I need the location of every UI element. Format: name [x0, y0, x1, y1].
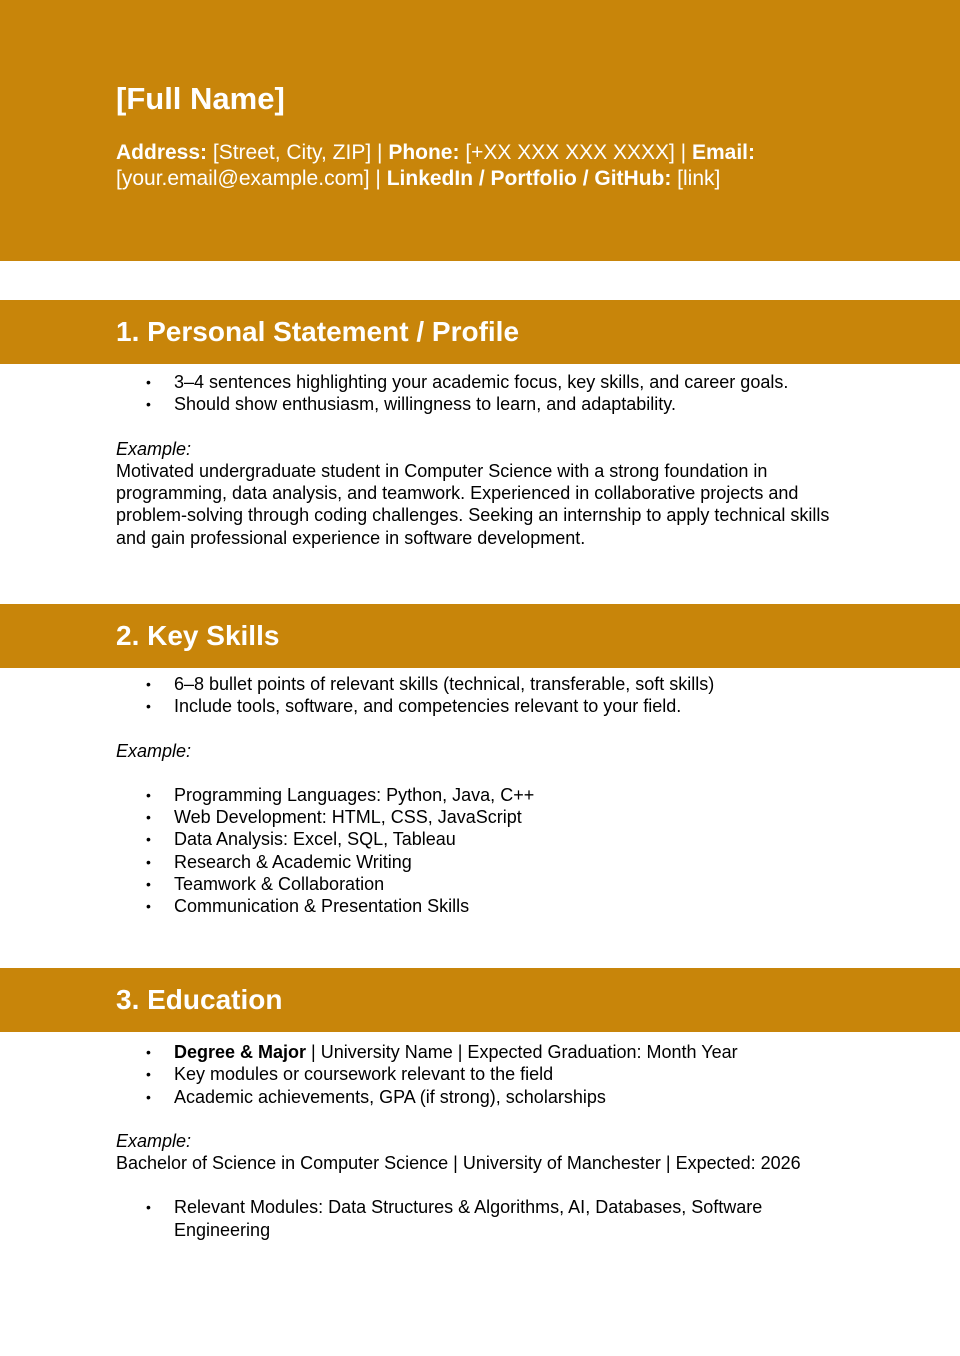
skills-guidance-list [116, 673, 846, 718]
skills-section-header [0, 604, 960, 668]
links-value: [link] [671, 167, 721, 190]
education-section-title: 3. Education [116, 984, 283, 1015]
example-label: Example: [116, 740, 192, 761]
skills-section-title: 2. Key Skills [116, 620, 280, 651]
list-item: • Research & Academic Writing [174, 851, 846, 873]
education-section-content [116, 1041, 846, 1241]
address-label: Address: [116, 141, 208, 164]
education-example-list [116, 1196, 846, 1241]
list-item: • 3–4 sentences highlighting your academic focus, key skills, and career goals. [174, 371, 846, 393]
full-name: [Full Name] [116, 81, 285, 116]
list-item: • Teamwork & Collaboration [174, 873, 846, 895]
degree-major-label: Degree & Major [174, 1042, 307, 1062]
list-item: • Key modules or coursework relevant to the field [174, 1063, 846, 1085]
links-label: LinkedIn / Portfolio / GitHub: [386, 167, 672, 190]
header-band [0, 0, 960, 261]
profile-section-title: 1. Personal Statement / Profile [116, 316, 520, 347]
list-item [174, 1041, 846, 1063]
education-section-header [0, 968, 960, 1032]
example-label: Example: [116, 1130, 192, 1151]
skills-example-list [116, 784, 846, 918]
skills-section-content [116, 673, 846, 918]
profile-section-content [116, 371, 846, 549]
list-item: • Data Analysis: Excel, SQL, Tableau [174, 828, 846, 850]
list-item: • Academic achievements, GPA (if strong), scholarships [174, 1086, 846, 1108]
list-item: • Web Development: HTML, CSS, JavaScript [174, 806, 846, 828]
list-item: • Programming Languages: Python, Java, C++ [174, 784, 846, 806]
contact-line [116, 140, 836, 192]
profile-example-text: Motivated undergraduate student in Computer Science with a strong foundation in programming, data analysis, and teamwork. Experienced in collaborative projects and problem-solving through coding challenges. Seeking an internship to apply technical skills and gain professional experience in software development. [116, 460, 830, 548]
list-item: • Include tools, software, and competencies relevant to your field. [174, 695, 846, 717]
email-value: [your.email@example.com] | [116, 167, 387, 190]
education-guidance-list [116, 1041, 846, 1108]
email-label: Email: [691, 141, 755, 164]
example-label: Example: [116, 438, 192, 459]
list-item: • Should show enthusiasm, willingness to learn, and adaptability. [174, 393, 846, 415]
education-example-text: Bachelor of Science in Computer Science | University of Manchester | Expected: 2026 [116, 1153, 801, 1174]
profile-section-header [0, 300, 960, 364]
list-item: • Communication & Presentation Skills [174, 895, 846, 917]
degree-detail: | University Name | Expected Graduation: Month Year [306, 1042, 738, 1062]
phone-value: [+XX XXX XXX XXXX] | [459, 141, 692, 164]
address-value: [Street, City, ZIP] | [207, 141, 389, 164]
phone-label: Phone: [388, 141, 460, 164]
list-item: • 6–8 bullet points of relevant skills (technical, transferable, soft skills) [174, 673, 846, 695]
profile-guidance-list [116, 371, 846, 416]
list-item: • Relevant Modules: Data Structures & Algorithms, AI, Databases, Software Engineering [174, 1196, 846, 1241]
